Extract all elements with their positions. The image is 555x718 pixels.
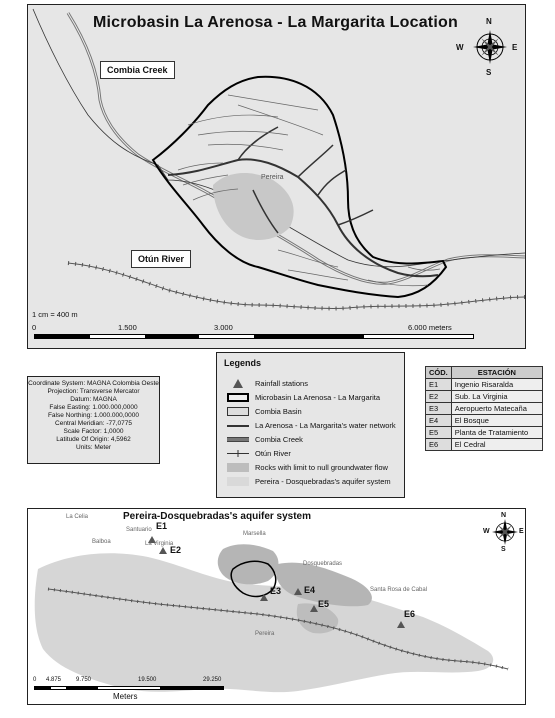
legend-item-combia-creek [227, 433, 303, 446]
table-header: CÓD. [426, 367, 452, 379]
main-map-title: Microbasin La Arenosa - La Margarita Location [93, 14, 458, 31]
station-label: E3 [270, 586, 282, 596]
aquifer-map-title: Pereira-Dosquebradas's aquifer system [123, 511, 312, 522]
table-header: ESTACIÓN [451, 367, 542, 379]
aquifer-scale-tick: 0 [33, 677, 37, 683]
legend-label: Combia Basin [255, 407, 302, 416]
table-header-row [426, 367, 543, 379]
table-row [426, 403, 543, 415]
table-cell: Sub. La Virginia [451, 391, 542, 403]
station-label: E1 [156, 521, 168, 531]
cs-line: Projection: Transverse Mercator [47, 388, 140, 395]
legend-label: Rocks with limit to null groundwater flow [255, 463, 388, 472]
outline-swatch [227, 407, 249, 416]
table-cell: El Cedral [451, 439, 542, 451]
rock-area [213, 173, 294, 240]
table-cell: Ingenio Risaralda [451, 379, 542, 391]
scale-tick-1: 1.500 [118, 323, 137, 332]
legend-item-microbasin [227, 391, 380, 404]
legend-box [216, 352, 405, 498]
compass-w-label: W [483, 528, 490, 535]
table-row [426, 391, 543, 403]
cs-line: False Northing: 1.000.000,0000 [47, 412, 140, 419]
legend-item-rainfall [227, 377, 308, 390]
stations-table-wrap [425, 366, 543, 451]
double-line-swatch [227, 435, 249, 444]
legend-label: Pereira - Dosquebradas's aquifer system [255, 477, 391, 486]
aquifer-scale-tick: 4.875 [46, 677, 62, 683]
aquifer-scale-tick: 29.250 [203, 677, 222, 683]
legend-label: Combia Creek [255, 435, 303, 444]
place-label: La Virginia [145, 541, 174, 547]
table-cell: Aeropuerto Matecaña [451, 403, 542, 415]
compass-s-label: S [486, 68, 492, 77]
compass-e-label: E [512, 43, 518, 52]
table-cell: E5 [426, 427, 452, 439]
cs-line: Central Meridian: -77,0775 [55, 420, 132, 427]
legend-item-rocks [227, 461, 388, 474]
cs-line: Units: Meter [75, 444, 112, 451]
cs-line: Latitude Of Origin: 4,5962 [56, 436, 131, 443]
scale-tick-0: 0 [32, 323, 37, 332]
table-cell: E6 [426, 439, 452, 451]
aquifer-scale-tick: 9.750 [76, 677, 92, 683]
compass-rose-icon [492, 519, 518, 545]
place-label: Balboa [92, 539, 111, 545]
compass-w-label: W [456, 43, 464, 52]
station-e2-marker [159, 547, 167, 554]
place-label: La Celia [66, 514, 89, 520]
compass-s-label: S [501, 546, 506, 553]
legend-item-otun-river [227, 447, 291, 460]
place-label: Santuario [126, 527, 152, 533]
cs-line: False Easting: 1.000.000,0000 [49, 404, 138, 411]
legend-label: Microbasin La Arenosa - La Margarita [255, 393, 381, 402]
combia-creek-line [68, 13, 525, 283]
legend-item-aquifer [227, 475, 391, 488]
table-cell: E4 [426, 415, 452, 427]
aquifer-scale-bar [34, 686, 224, 690]
water-network-main [168, 159, 438, 276]
table-row [426, 379, 543, 391]
main-map-frame [27, 4, 526, 349]
table-row [426, 439, 543, 451]
table-row [426, 415, 543, 427]
table-cell: El Bosque [451, 415, 542, 427]
triangle-icon [227, 379, 249, 388]
thick-outline-swatch [227, 393, 249, 402]
dark-line-swatch [227, 421, 249, 430]
legend-item-water-network [227, 419, 396, 432]
legend-label: Otún River [255, 449, 291, 458]
place-label: Pereira [255, 631, 275, 637]
cs-line: Coordinate System: MAGNA Colombia Oeste [28, 380, 159, 387]
otun-river-line [68, 263, 525, 308]
table-cell: E3 [426, 403, 452, 415]
scale-text: 1 cm = 400 m [32, 310, 78, 319]
table-cell: E2 [426, 391, 452, 403]
place-label: Dosquebradas [303, 561, 343, 567]
coordinate-system-box [27, 376, 160, 464]
scale-bar [34, 334, 474, 339]
cs-line: Scale Factor: 1,0000 [63, 428, 124, 435]
legend-title: Legends [224, 358, 262, 368]
otun-river-label: Otún River [131, 250, 191, 268]
place-label: Santa Rosa de Cabal [370, 587, 428, 593]
compass-n-label: N [501, 512, 507, 519]
aquifer-scale-unit: Meters [113, 692, 138, 701]
station-label: E4 [304, 585, 316, 595]
compass-e-label: E [519, 528, 524, 535]
railroad-line-swatch [227, 449, 249, 458]
station-label: E6 [404, 609, 416, 619]
aquifer-map-frame [27, 508, 526, 705]
scale-tick-2: 3.000 [214, 323, 233, 332]
place-label: Marsella [243, 531, 266, 537]
cs-line: Datum: MAGNA [70, 396, 117, 403]
legend-label: La Arenosa - La Margarita's water network [255, 421, 396, 430]
table-cell: Planta de Tratamiento [451, 427, 542, 439]
gray-fill-swatch [227, 463, 249, 472]
table-cell: E1 [426, 379, 452, 391]
compass-n-label: N [486, 17, 492, 26]
station-label: E5 [318, 599, 330, 609]
pereira-label: Pereira [261, 174, 284, 181]
scale-tick-3: 6.000 meters [408, 323, 452, 332]
legend-label: Rainfall stations [255, 379, 308, 388]
station-label: E2 [170, 545, 182, 555]
aquifer-scale-tick: 19.500 [138, 677, 157, 683]
table-row [426, 427, 543, 439]
stations-table [425, 366, 543, 451]
combia-creek-label: Combia Creek [100, 61, 175, 79]
compass-rose-icon [473, 30, 507, 64]
light-fill-swatch [227, 477, 249, 486]
legend-item-combia-basin [227, 405, 302, 418]
